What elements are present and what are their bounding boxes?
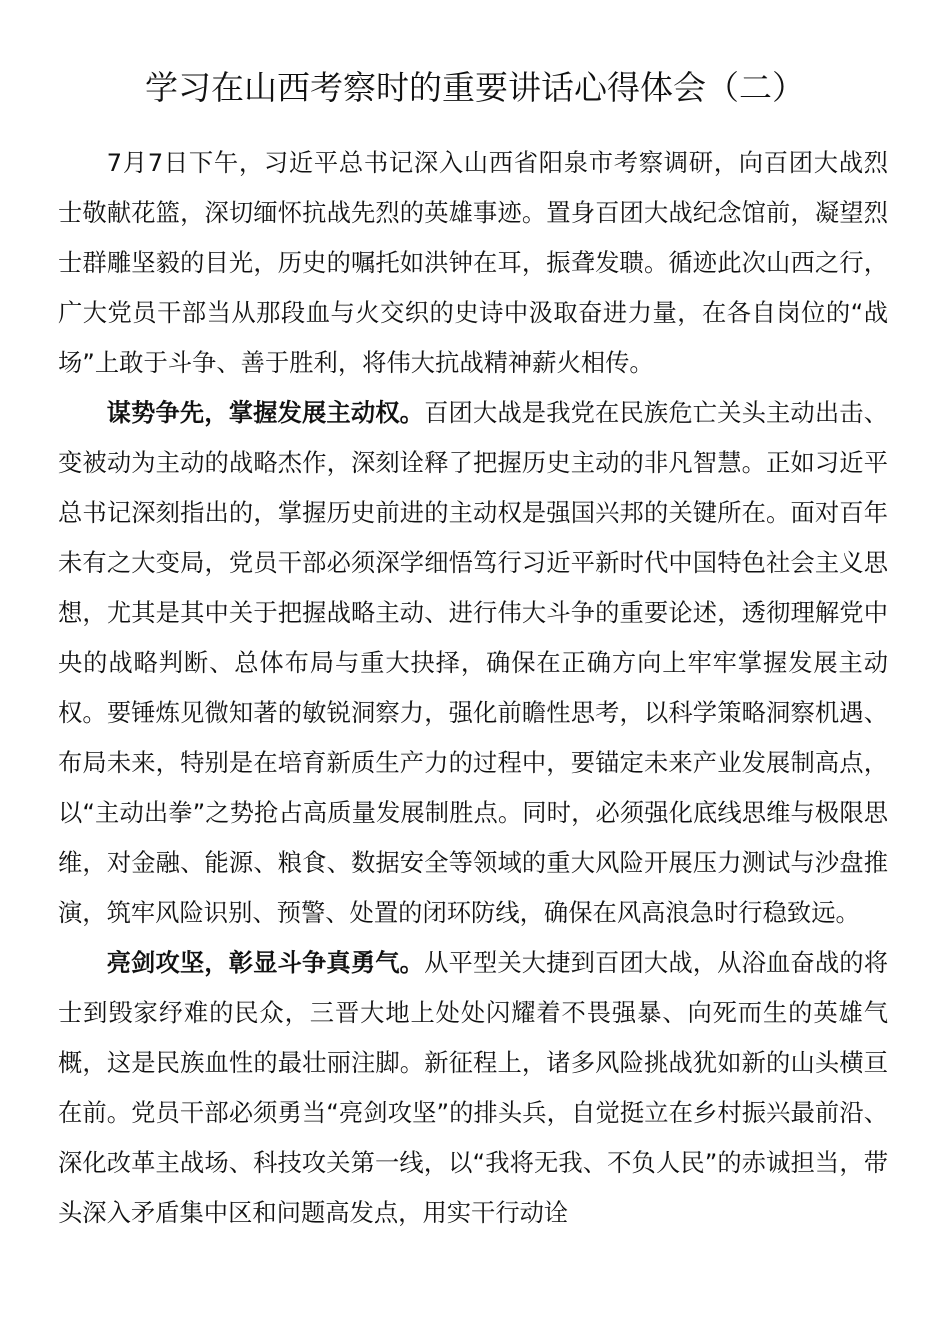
paragraph-courage <box>58 938 888 1238</box>
paragraph-strategy-text: 百团大战是我党在民族危亡关头主动出击、变被动为主动的战略杰作，深刻诠释了把握历史主动的非凡智慧。正如习近平总书记深刻指出的，掌握历史前进的主动权是强国兴邦的关键所在。面对百年未有之大变局，党员干部必须深学细悟笃行习近平新时代中国特色社会主义思想，尤其是其中关于把握战略主动、进行伟大斗争的重要论述，透彻理解党中央的战略判断、总体布局与重大抉择，确保在正确方向上牢牢掌握发展主动权。要锤炼见微知著的敏锐洞察力，强化前瞻性思考，以科学策略洞察机遇、布局未来，特别是在培育新质生产力的过程中，要锚定未来产业发展制高点，以“主动出拳”之势抢占高质量发展制胜点。同时，必须强化底线思维与极限思维，对金融、能源、粮食、数据安全等领域的重大风险开展压力测试与沙盘推演，筑牢风险识别、预警、处置的闭环防线，确保在风高浪急时行稳致远。 <box>58 398 889 927</box>
paragraph-strategy <box>58 388 888 938</box>
paragraph-intro <box>58 138 888 388</box>
document-body <box>58 138 888 1238</box>
paragraph-intro-text: 7月7日下午，习近平总书记深入山西省阳泉市考察调研，向百团大战烈士敬献花篮，深切缅怀抗战先烈的英雄事迹。置身百团大战纪念馆前，凝望烈士群雕坚毅的目光，历史的嘱托如洪钟在耳，振聋发聩。循迹此次山西之行，广大党员干部当从那段血与火交织的史诗中汲取奋进力量，在各自岗位的“战场”上敢于斗争、善于胜利，将伟大抗战精神薪火相传。 <box>58 148 888 377</box>
paragraph-strategy-lead: 谋势争先，掌握发展主动权。 <box>106 398 425 427</box>
document-title: 学习在山西考察时的重要讲话心得体会（二） <box>145 68 805 107</box>
paragraph-courage-text: 从平型关大捷到百团大战，从浴血奋战的将士到毁家纾难的民众，三晋大地上处处闪耀着不畏强暴、向死而生的英雄气概，这是民族血性的最壮丽注脚。新征程上，诸多风险挑战犹如新的山头横亘在前。党员干部必须勇当“亮剑攻坚”的排头兵，自觉挺立在乡村振兴最前沿、深化改革主战场、科技攻关第一线，以“我将无我、不负人民”的赤诚担当，带头深入矛盾集中区和问题高发点，用实干行动诠 <box>58 948 889 1227</box>
paragraph-courage-lead: 亮剑攻坚，彰显斗争真勇气。 <box>106 948 425 977</box>
